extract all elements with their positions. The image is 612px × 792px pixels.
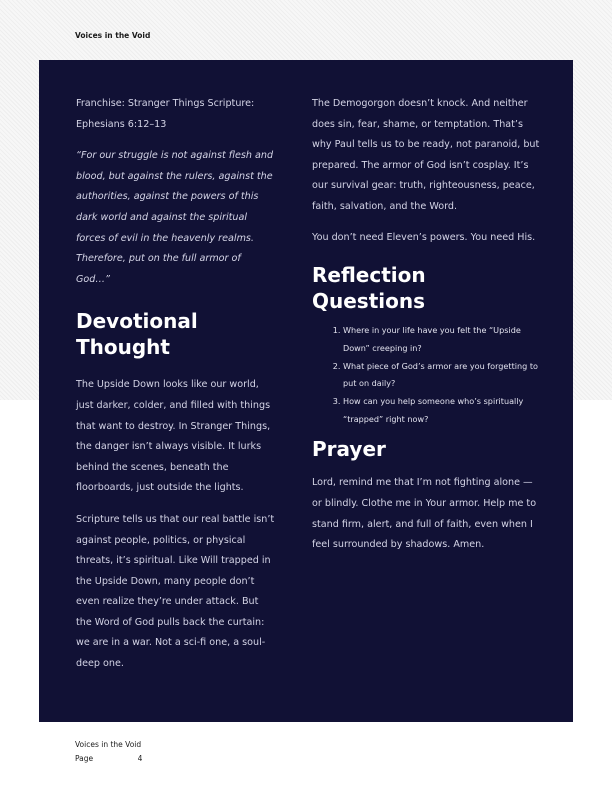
- page-label: Page: [75, 754, 94, 763]
- franchise-line: Franchise: Stranger Things Scripture: Ephesians 6:12–13: [76, 98, 255, 130]
- scripture-quote: “For our struggle is not against flesh and blood, but against the rulers, against the authorities, against the powers of this dark world and against the spiritual forces of evil in the heavenly realms. Therefore, put on the full armor of God…”: [76, 150, 274, 285]
- devotional-paragraph-2: Scripture tells us that our real battle isn’t against people, politics, or physical threats, it’s spiritual. Like Will trapped in the Upside Down, many people don’t even realize they’re under attack. But the Word of God pulls back the curtain: we are in a war. Not a sci-fi one, a soul-deep one.: [76, 513, 275, 670]
- content-panel: [39, 60, 573, 722]
- devotional-heading: Devotional Thought: [76, 309, 198, 360]
- right-column: [312, 94, 542, 556]
- left-column: [76, 94, 276, 675]
- right-paragraph-1: The Demogorgon doesn’t knock. And neither does sin, fear, shame, or temptation. That’s why Paul tells us to be ready, not paranoid, but prepared. The armor of God isn’t cosplay. It’s our survival gear: truth, righteousness, peace, faith, salvation, and the Word.: [312, 98, 540, 212]
- header-title: Voices in the Void: [75, 31, 151, 40]
- reflection-heading: Reflection Questions: [312, 263, 426, 314]
- right-paragraph-2: You don’t need Eleven’s powers. You need His.: [312, 231, 536, 243]
- footer-page: [75, 754, 142, 763]
- prayer-heading: Prayer: [312, 437, 386, 462]
- reflection-question: 2. What piece of God’s armor are you forgetting to put on daily?: [343, 358, 542, 393]
- footer-title: Voices in the Void: [75, 740, 142, 749]
- reflection-list: [312, 322, 542, 428]
- prayer-text: Lord, remind me that I’m not fighting alone — or blindly. Clothe me in Your armor. Help me to stand firm, alert, and full of faith, even when I feel surrounded by shadows. Amen.: [312, 477, 537, 551]
- reflection-question: 1. Where in your life have you felt the “Upside Down” creeping in?: [343, 322, 542, 357]
- reflection-question: 3. How can you help someone who’s spiritually “trapped” right now?: [343, 393, 542, 428]
- devotional-paragraph-1: The Upside Down looks like our world, just darker, colder, and filled with things that want to destroy. In Stranger Things, the danger isn’t always visible. It lurks behind the scenes, beneath the floorboards, just outside the lights.: [76, 379, 271, 494]
- page-number: 4: [137, 754, 143, 763]
